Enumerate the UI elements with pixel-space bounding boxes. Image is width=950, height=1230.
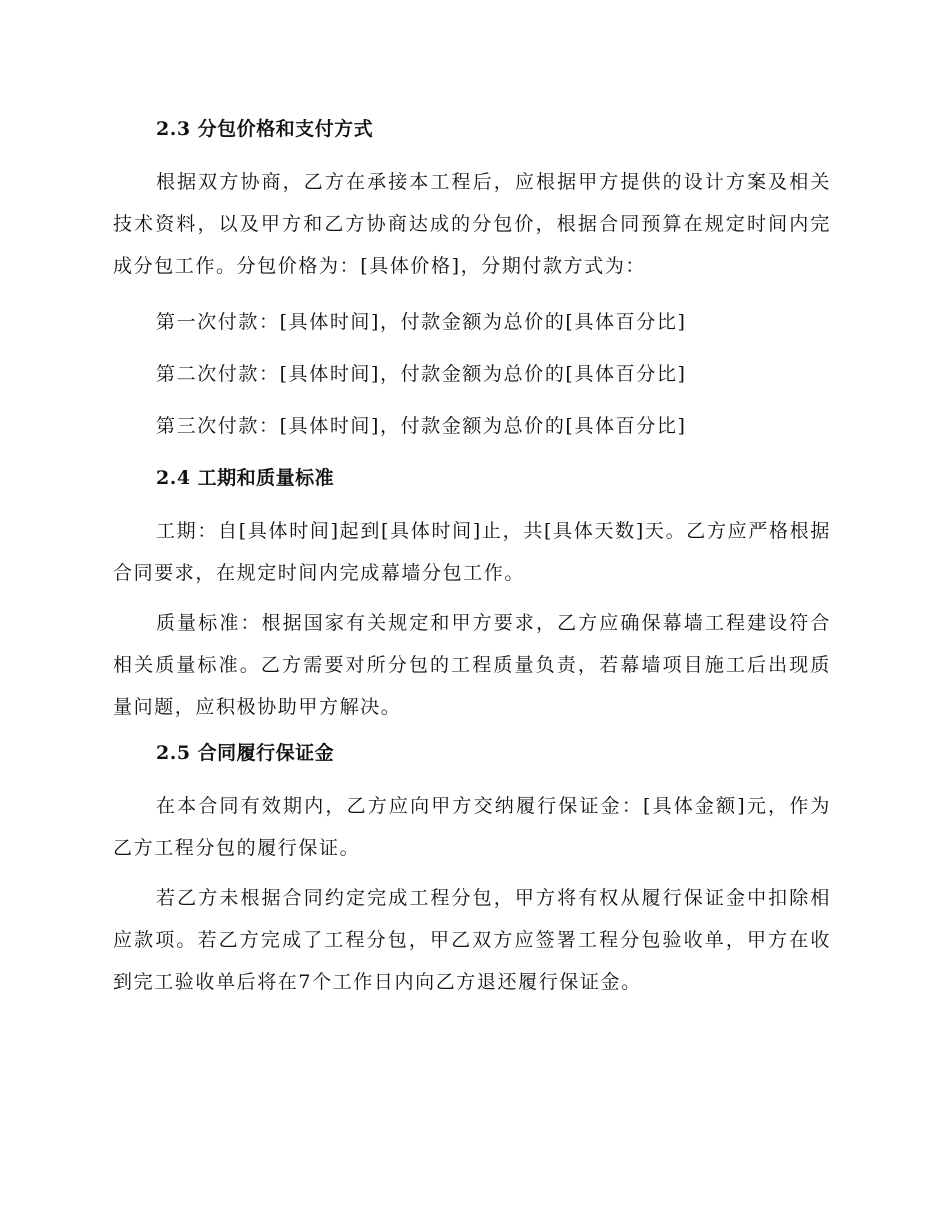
- paragraph-quality-standard: 质量标准：根据国家有关规定和甲方要求，乙方应确保幕墙工程建设符合相关质量标准。乙方需要对所分包的工程质量负责，若幕墙项目施工后出现质量问题，应积极协助甲方解决。: [113, 612, 831, 718]
- payment-item-1: 第一次付款：[具体时间]，付款金额为总价的[具体百分比]: [156, 311, 687, 333]
- section-heading-2-4: 2.4 工期和质量标准: [156, 467, 335, 489]
- document-body: [113, 112, 831, 1003]
- payment-item-3: 第三次付款：[具体时间]，付款金额为总价的[具体百分比]: [156, 415, 687, 437]
- section-heading-2-3: 2.3 分包价格和支付方式: [156, 118, 374, 140]
- section-heading-2-5: 2.5 合同履行保证金: [156, 742, 335, 764]
- paragraph-performance-bond: 在本合同有效期内，乙方应向甲方交纳履行保证金：[具体金额]元，作为乙方工程分包的履行保证。: [113, 795, 831, 859]
- payment-item-2: 第二次付款：[具体时间]，付款金额为总价的[具体百分比]: [156, 363, 687, 385]
- paragraph-subcontract-price: 根据双方协商，乙方在承接本工程后，应根据甲方提供的设计方案及相关技术资料，以及甲方和乙方协商达成的分包价，根据合同预算在规定时间内完成分包工作。分包价格为：[具体价格]，分期付款方式为：: [113, 171, 831, 277]
- paragraph-schedule: 工期：自[具体时间]起到[具体时间]止，共[具体天数]天。乙方应严格根据合同要求，在规定时间内完成幕墙分包工作。: [113, 520, 831, 584]
- paragraph-bond-deduction-refund: 若乙方未根据合同约定完成工程分包，甲方将有权从履行保证金中扣除相应款项。若乙方完成了工程分包，甲乙双方应签署工程分包验收单，甲方在收到完工验收单后将在7个工作日内向乙方退还履行保证金。: [113, 887, 831, 993]
